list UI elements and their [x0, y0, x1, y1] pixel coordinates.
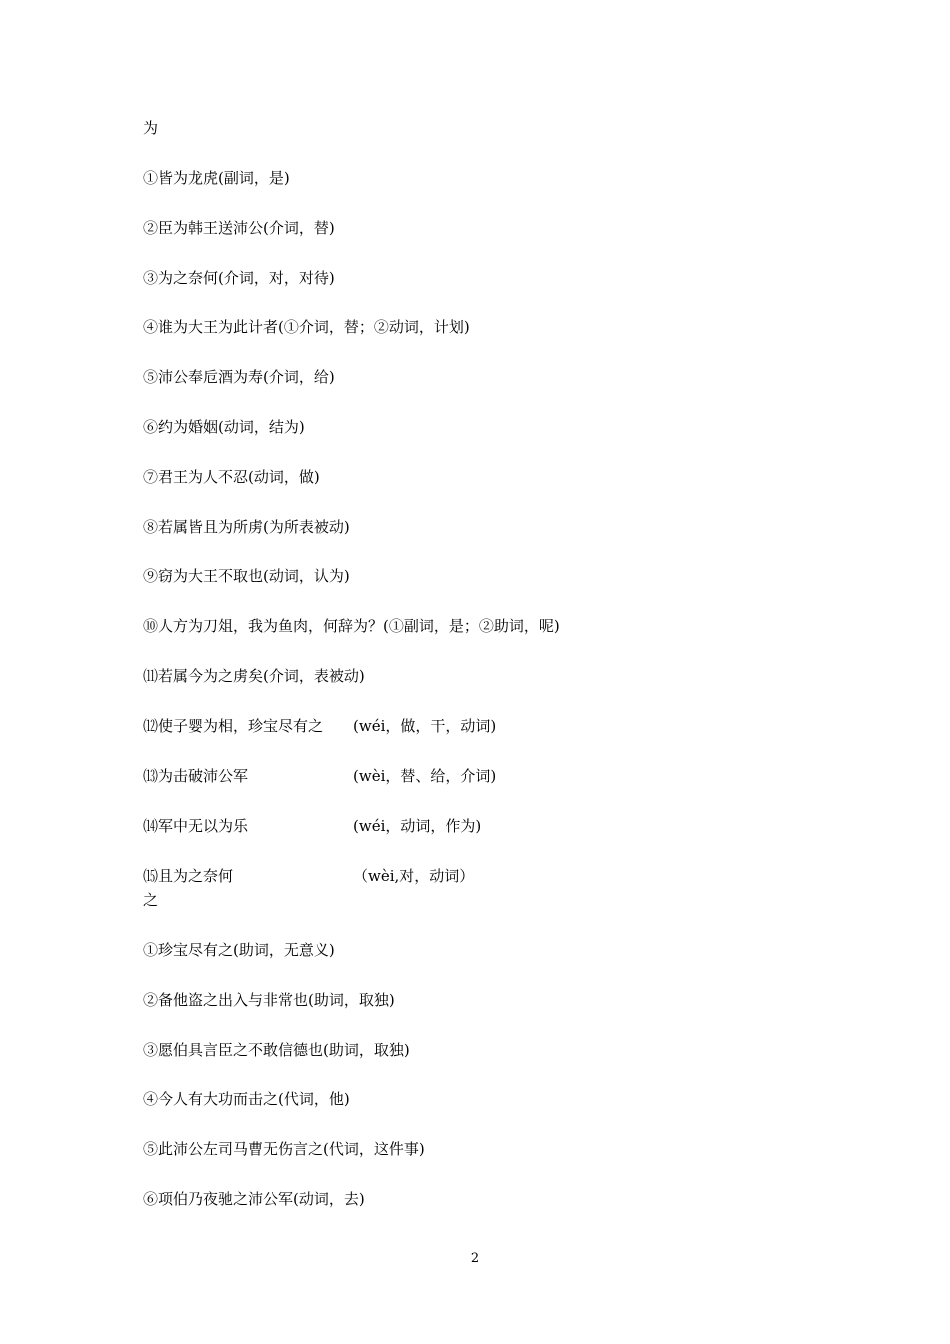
list-item: ⑥约为婚姻(动词，结为) [143, 418, 305, 436]
list-item: ①珍宝尽有之(助词，无意义) [143, 941, 335, 959]
section-heading-wei: 为 [143, 119, 159, 137]
list-item: ⑿使子婴为相，珍宝尽有之 [143, 717, 324, 735]
list-item: ④今人有大功而击之(代词，他) [143, 1090, 350, 1108]
list-item: ⑨窃为大王不取也(动词，认为) [143, 567, 350, 585]
list-item: ⑩人方为刀俎，我为鱼肉，何辞为？(①副词，是；②助词，呢) [143, 617, 560, 635]
list-item-note: (wèi，替、给，介词) [353, 767, 497, 785]
list-item: ①皆为龙虎(副词，是) [143, 169, 290, 187]
list-item: ②备他盗之出入与非常也(助词，取独) [143, 991, 395, 1009]
list-item: ③为之奈何(介词，对，对待) [143, 269, 335, 287]
list-item: ⑤此沛公左司马曹无伤言之(代词，这件事) [143, 1140, 425, 1158]
section-heading-zhi: 之 [143, 891, 159, 909]
list-item: ⒁军中无以为乐 [143, 817, 249, 835]
list-item: ③愿伯具言臣之不敢信德也(助词，取独) [143, 1041, 410, 1059]
list-item-note: (wéi，动词，作为) [353, 817, 482, 835]
page-number: 2 [470, 1251, 480, 1266]
list-item: ⒀为击破沛公军 [143, 767, 249, 785]
list-item: ②臣为韩王送沛公(介词，替) [143, 219, 335, 237]
list-item: ⑧若属皆且为所虏(为所表被动) [143, 518, 350, 536]
list-item: ⑦君王为人不忍(动词，做) [143, 468, 320, 486]
list-item: ⑤沛公奉卮酒为寿(介词，给) [143, 368, 335, 386]
list-item-note: （wèi,对，动词） [353, 867, 475, 885]
list-item: ⒂且为之奈何 [143, 867, 234, 885]
list-item: ⑾若属今为之虏矣(介词，表被动) [143, 667, 365, 685]
list-item: ⑥项伯乃夜驰之沛公军(动词，去) [143, 1190, 365, 1208]
list-item-note: (wéi，做，干，动词) [353, 717, 497, 735]
list-item: ④谁为大王为此计者(①介词，替；②动词，计划) [143, 318, 470, 336]
